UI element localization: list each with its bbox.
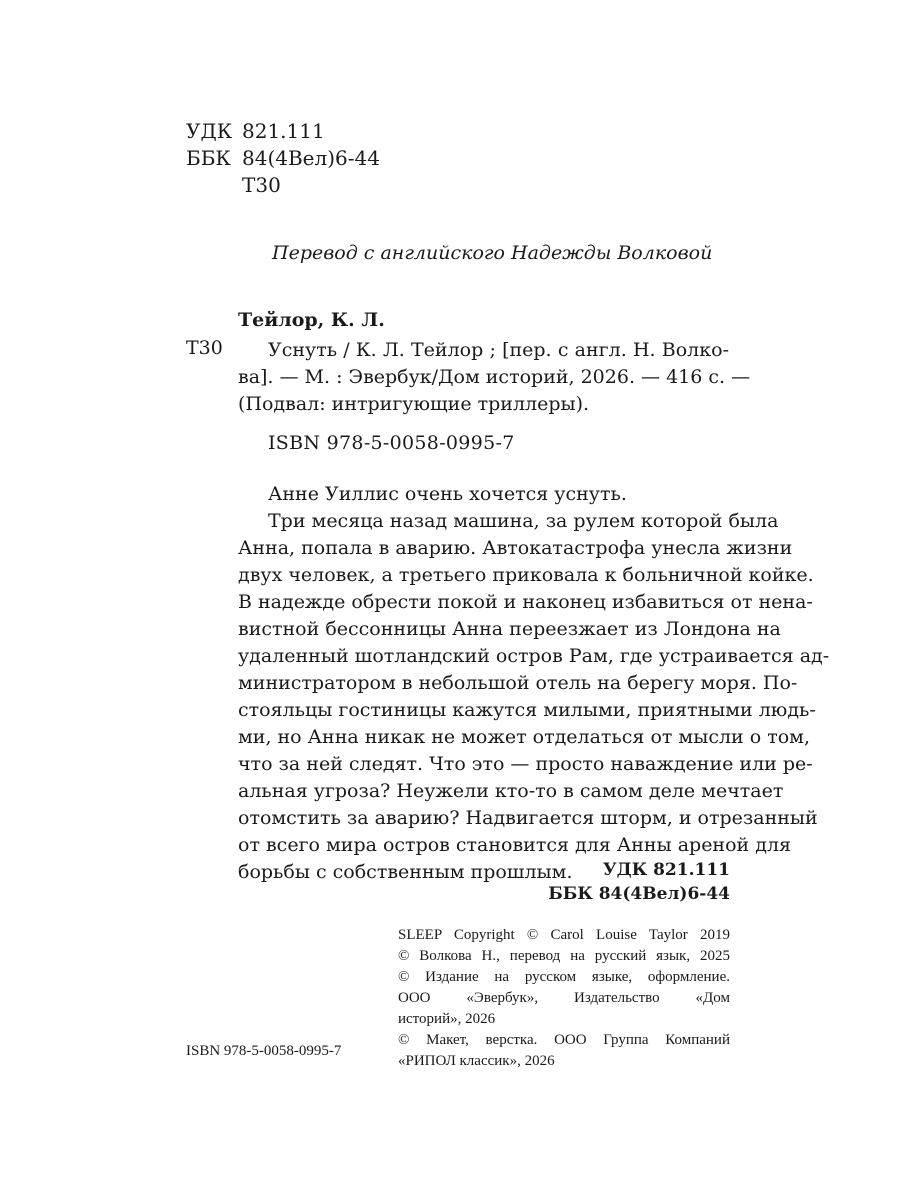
bbk-line xyxy=(186,145,380,172)
bibliographic-author: Тейлор, К. Л. xyxy=(238,309,385,331)
description-line: ва]. — М. : Эвербук/Дом историй, 2026. — 416 с. — xyxy=(238,366,751,388)
annotation-line: что за ней следят. Что это — просто наваждение или ре- xyxy=(238,753,813,775)
annotation-line: В надежде обрести покой и наконец избавиться от нена- xyxy=(238,591,813,613)
annotation-line: стояльцы гостиницы кажутся милыми, приятными людь- xyxy=(238,699,816,721)
copyright-line: историй», 2026 xyxy=(398,1011,496,1027)
udk-value: 821.111 xyxy=(242,119,325,143)
annotation-line: двух человек, а третьего приковала к больничной койке. xyxy=(238,564,814,586)
description-line: (Подвал: интригующие триллеры). xyxy=(238,393,590,415)
copyright-block xyxy=(398,925,730,1072)
bbk-label: ББК xyxy=(186,146,231,170)
copyright-line: ООО «Эвербук», Издательство «Дом xyxy=(398,990,730,1006)
annotation-line: министратором в небольшой отель на берегу моря. По- xyxy=(238,672,798,694)
isbn-bottom: ISBN 978-5-0058-0995-7 xyxy=(186,1043,342,1059)
udk-label: УДК xyxy=(186,119,233,143)
annotation-line: альная угроза? Неужели кто-то в самом деле мечтает xyxy=(238,780,784,802)
udk-bottom: УДК 821.111 xyxy=(602,860,730,880)
copyright-line: SLEEP Copyright © Carol Louise Taylor 2019 xyxy=(398,927,730,943)
copyright-line: © Макет, верстка. ООО Группа Компаний xyxy=(398,1032,730,1048)
bibliographic-description xyxy=(238,337,751,418)
description-line: Уснуть / К. Л. Тейлор ; [пер. с англ. Н. Волко- xyxy=(268,339,729,361)
annotation xyxy=(238,481,830,886)
bibliographic-code: Т30 xyxy=(186,337,223,359)
bbk-value: 84(4Вел)6-44 xyxy=(242,146,380,170)
translator-note: Перевод с английского Надежды Волковой xyxy=(272,242,713,264)
udk-line xyxy=(186,118,325,145)
annotation-line: удаленный шотландский остров Рам, где устраивается ад- xyxy=(238,645,830,667)
copyright-line: © Волкова Н., перевод на русский язык, 2025 xyxy=(398,948,730,964)
annotation-line: Три месяца назад машина, за рулем которой была xyxy=(268,510,779,532)
annotation-line: Анна, попала в аварию. Автокатастрофа унесла жизни xyxy=(238,537,793,559)
annotation-line: ми, но Анна никак не может отделаться от мысли о том, xyxy=(238,726,810,748)
bbk-bottom: ББК 84(4Вел)6-44 xyxy=(548,884,730,904)
author-mark: Т30 xyxy=(242,173,281,197)
copyright-line: © Издание на русском языке, оформление. xyxy=(398,969,730,985)
annotation-first-line: Анне Уиллис очень хочется уснуть. xyxy=(268,483,627,505)
annotation-line: от всего мира остров становится для Анны ареной для xyxy=(238,834,791,856)
annotation-line: борьбы с собственным прошлым. xyxy=(238,861,573,883)
isbn-main: ISBN 978-5-0058-0995-7 xyxy=(268,432,515,454)
annotation-line: отомстить за аварию? Надвигается шторм, и отрезанный xyxy=(238,807,818,829)
annotation-line: вистной бессонницы Анна переезжает из Лондона на xyxy=(238,618,781,640)
copyright-line: «РИПОЛ классик», 2026 xyxy=(398,1053,555,1069)
